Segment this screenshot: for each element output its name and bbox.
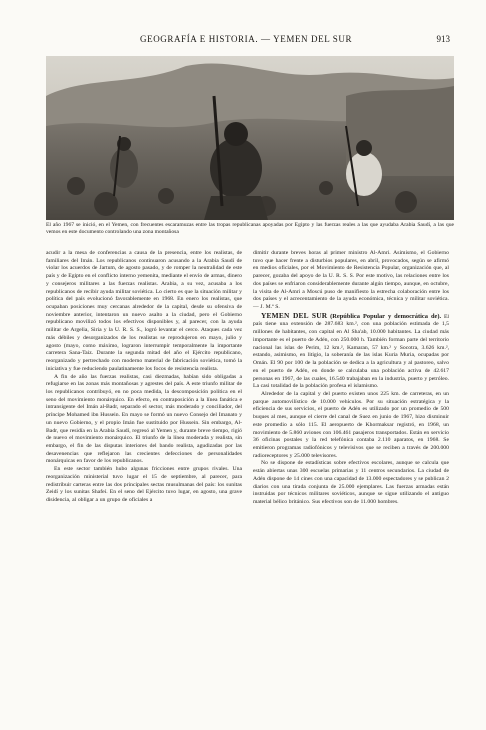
section-title: YEMEN DEL SUR — [261, 310, 328, 320]
left-column — [46, 250, 242, 505]
photo-caption: El año 1967 se inició, en el Yemen, con frecuentes escaramuzas entre las tropas republicanas apoyadas por Egipto y las fuerzas reales a las que ayudaba Arabia Saudí, a las que vemos en este documento controlando una zona montañosa — [46, 222, 454, 236]
section-subtitle: (República Popular y democrática de). — [330, 312, 442, 320]
paragraph: A fin de año las fuerzas realistas, casi diezmadas, habían sido obligadas a refugiarse en las zonas más montañosas y agrestes del país. A este triunfo militar de los republicanos contribuyó, en no poca medida, la descomposición política en el seno del movimiento monárquico. En efecto, en contraposición a la línea fanática e intransigente del Imán al-Badr, separado el sector, más moderado y conciliador, del príncipe Mohamed ibn Hussein. En mayo se formó un nuevo Consejo del Imanato y un nuevo Gobierno, y el propio Imán fue sustituido por Hussein. Sin embargo, Al-Badr, que residía en la Arabia Saudí, regresó al Yemen y, durante breve tiempo, rigió de nuevo el movimiento monárquico. El triunfo de la línea moderada y realista, sin embargo, el fin de las disputas interiores del bando realista, agudizadas por las desavenencias que reflejaron las crecientes defecciones de personalidades monárquicas en favor de los republicanos. — [46, 373, 242, 465]
photograph — [46, 56, 454, 220]
page-number: 913 — [436, 34, 450, 44]
paragraph: dimitir durante breves horas al primer ministro Al-Amri. Asimismo, el Gobierno tuvo que hacer frente a disturbios populares, en abril, provocados, según se afirmó en medios oficiales, por el Movimiento de Resistencia Popular, organización que, al parecer, gozaba del apoyo de la U. R. S. S. Por este motivo, las relaciones entre los dos países se enfriaron considerablemente durante algún tiempo, aunque, en octubre, la visita de Al-Amri a Moscú puso de manifiesto la estrecha colaboración entre los dos países y el acrecentamiento de la ayuda económica, técnica y militar soviética. — J. M.ª S. — [253, 250, 449, 311]
photograph-image — [46, 56, 454, 220]
section-lead: El país tiene una extensión de 287.683 km.², con una población estimada de 1,5 millones de habitantes, con capital en Al Sha'ab, 10.000 habitantes. La ciudad más importante es el puerto de Adén, con 250.000 h. También forman parte del territorio nacional las islas de Perim, 12 km.², Kamaran, 57 km.² y Socotra, 3.626 km.², estando, asimismo, en litigio, la soberanía de las islas Kuria Muria, ocupadas por Omán. El 90 por 100 de la población se dedica a la agricultura y al pastoreo, salvo en el puerto de Adén, en donde se calculaba una población activa de 42.617 personas en 1967, de las cuales, 16.540 trabajaban en la industria, puerto y petróleo. La casi totalidad de la población profesa el islamismo. — [253, 313, 449, 390]
paragraph: acudir a la mesa de conferencias a causa de la presencia, entre los realistas, de familiares del Imán. Los republicanos continuaron acusando a la Arabia Saudí de violar los acuerdos de Jartum, de agosto pasado, y de romper la neutralidad de este país y de Egipto en el conflicto interno yemenita, mediante el envío de armas, dinero y consejeros militares a las fuerzas realistas. Arabia, a su vez, acusaba a los republicanos de recibir ayuda militar soviética. Lo cierto es que la situación militar y política del país evolucionó favorablemente en 1968. En enero los realistas, que ocupaban posiciones muy cercanas alrededor de la capital, desde su ofensiva de noviembre anterior, intentaron un nuevo asalto a la ciudad, pero el Gobierno republicano movilizó todos los efectivos disponibles y, al parecer, con la ayuda militar de Argelia, Siria y la U. R. S. S., logró levantar el cerco. Ataques cada vez más débiles y desorganizados de los realistas se reprodujeron en mayo, julio y agosto (mayo, como máximo, lograron interrumpir temporalmente la importante carretera Sana-Taiz. Durante la segunda mitad del año el Ejército republicano, reorganizado y pertrechado con moderno material de fabricación soviética, tomó la iniciativa y fue reduciendo paulatinamente los focos de resistencia realista. — [46, 250, 242, 372]
paragraph: No se dispone de estadísticas sobre efectivos escolares, aunque se calcula que están abiertas unas 300 escuelas primarias y 11 centros secundarios. La ciudad de Adén dispone de 14 cines con una capacidad de 13.000 espectadores y se publican 2 diarios con una tirada conjunta de 25.000 ejemplares. Las fuerzas armadas están instruidas por técnicos militares soviéticos, aunque se sigue utilizando el antiguo material bélico británico. Sus efectivos son de 11.000 hombres. — [253, 460, 449, 505]
section-paragraph — [253, 312, 449, 391]
paragraph: Alrededor de la capital y del puerto existen unos 225 km. de carreteras, en un parque automovilístico de 10.000 vehículos. Por su situación estratégica y la eficiencia de sus servicios, el puerto de Adén es utilizado por un promedio de 500 buques al mes, aunque el cierre del canal de Suez en junio de 1967, hizo disminuir este promedio a sólo 115. El aeropuerto de Khormaksar registró, en 1968, un movimiento de 5.860 aviones con 106.461 pasajeros transportados. Están en servicio 36 oficinas postales y la red telefónica contaba 2.110 aparatos, en 1968. Se emitieron programas radiofónicos y televisivos que se reciben a través de 200.000 radioreceptores y 25.000 televisores. — [253, 390, 449, 459]
header-title: GEOGRAFÍA E HISTORIA. — YEMEN DEL SUR — [140, 34, 353, 44]
right-column — [253, 250, 449, 507]
paragraph: En este sector también hubo algunas fricciones entre grupos rivales. Una reorganización ministerial tuvo lugar el 15 de septiembre, al parecer, para redistribuir carteras entre las dos principales sectas musulmanas del país: los sunitas Zeidí y los sunitas Shafeí. En el seno del Ejército tuvo lugar, en agosto, una grave disidencia, al obligar a un grupo de oficiales a — [46, 466, 242, 503]
running-header — [44, 34, 456, 48]
